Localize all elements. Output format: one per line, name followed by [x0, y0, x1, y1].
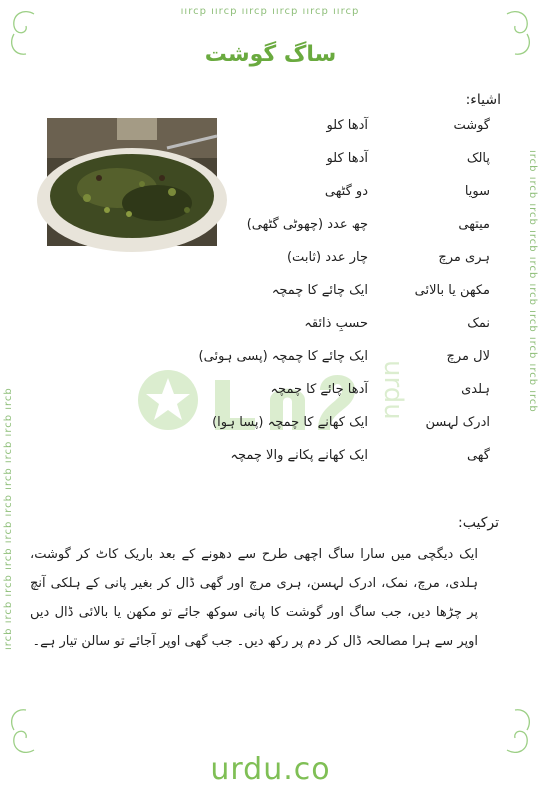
ingredient-name: ہلدی [461, 382, 490, 397]
ingredient-name: گوشت [453, 118, 490, 133]
top-border-pattern: ıırcp ıırcp ıırcp ıırcp ıırcp ıırcp [180, 6, 360, 17]
ingredient-quantity: آدھا چائے کا چمچہ [270, 382, 368, 397]
corner-flourish-icon [4, 700, 64, 760]
ingredient-name: پالک [466, 151, 490, 166]
method-heading: ترکیب: [458, 515, 499, 531]
ingredient-row [220, 283, 490, 316]
left-border-pattern: ırcb ırcb ırcb ırcb ırcb ırcb ırcb ırcb ırcb ırcb [3, 387, 14, 650]
ingredient-quantity: دو گٹھی [324, 184, 368, 199]
ingredient-row [198, 349, 490, 382]
ingredient-name: سویا [464, 184, 490, 199]
ingredient-quantity: حسبِ ذائقہ [304, 316, 368, 331]
ingredient-row [220, 250, 490, 283]
ingredient-name: ادرک لہسن [425, 415, 490, 430]
ingredients-heading: اشیاء: [465, 92, 501, 108]
ingredient-row [220, 382, 490, 415]
ingredient-quantity: آدھا کلو [326, 151, 368, 166]
recipe-title: ساگ گوشت [204, 42, 337, 67]
ingredient-row [220, 448, 490, 481]
ingredient-name: میتھی [458, 217, 490, 232]
ingredient-name: ہری مرچ [438, 250, 490, 265]
ingredient-quantity: ایک کھانے کا چمچہ (پسا ہوا) [212, 415, 368, 430]
corner-flourish-icon [477, 700, 537, 760]
ingredient-quantity: ایک چائے کا چمچہ [271, 283, 368, 298]
ingredient-name: مکھن یا بالائی [414, 283, 490, 298]
ingredient-row [220, 316, 490, 349]
footer-site-name: urdu.co [210, 752, 331, 787]
ingredient-quantity: چار عدد (ثابت) [286, 250, 368, 265]
ingredient-quantity: ایک چائے کا چمچہ (پسی ہوئی) [198, 349, 368, 364]
ingredient-row [212, 415, 490, 448]
ingredient-name: نمک [467, 316, 490, 331]
ingredient-quantity: ایک کھانے پکانے والا چمچہ [230, 448, 368, 463]
ingredient-row [220, 217, 490, 250]
watermark-text: urdu [378, 360, 408, 420]
ingredient-name: لال مرچ [446, 349, 490, 364]
right-border-pattern: ırcb ırcb ırcb ırcb ırcb ırcb ırcb ırcb ırcb ırcb [527, 150, 538, 413]
ingredient-quantity: آدھا کلو [326, 118, 368, 133]
ingredients-list [198, 118, 490, 481]
ingredient-quantity: چھ عدد (چھوٹی گٹھی) [246, 217, 368, 232]
ingredient-row [220, 118, 490, 151]
ingredient-row [220, 151, 490, 184]
ingredient-name: گھی [466, 448, 490, 463]
ingredient-row [220, 184, 490, 217]
method-text: ایک دیگچی میں سارا ساگ اچھی طرح سے دھونے کے بعد باریک کاٹ کر گوشت، ہلدی، مرچ، نمک، ادرک لہسن، ہری مرچ اور گھی ڈال کر بغیر پانی کے ہلکی آنچ پر چڑھا دیں، جب ساگ اور گوشت کا پانی سوکھ جائے تو مکھن یا بالائی ڈال دیں اوپر سے ہرا مصالحہ ڈال کر دم پر رکھ دیں۔ جب گھی اوپر آجائے تو سالن تیار ہے۔ [30, 547, 478, 649]
